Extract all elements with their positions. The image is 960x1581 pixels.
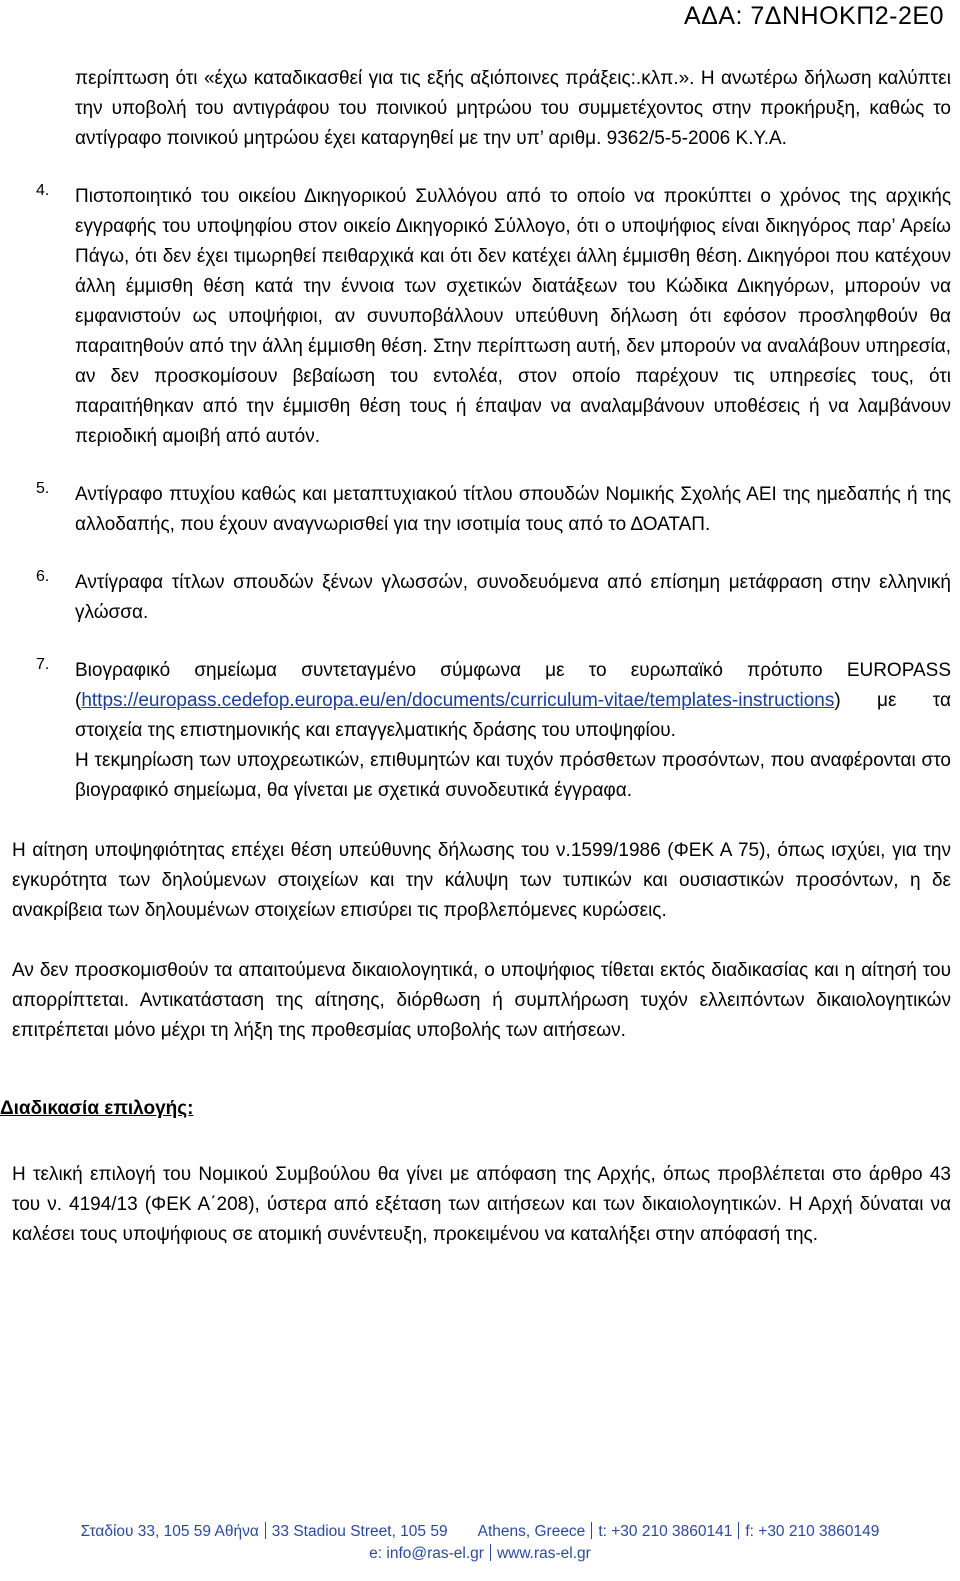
europass-link[interactable]: https://europass.cedefop.europa.eu/en/documents/curriculum-vitae/templates-instructions (81, 690, 835, 711)
list-item-4 (12, 182, 951, 452)
footer-web[interactable]: www.ras-el.gr (496, 1545, 591, 1562)
footer-line-2 (0, 1543, 960, 1565)
list-item-7 (12, 656, 951, 806)
item-number: 6. (36, 568, 50, 585)
page-footer (0, 1521, 960, 1565)
footer-fax: f: +30 210 3860149 (745, 1523, 880, 1540)
footer-separator (591, 1522, 592, 1539)
item-text: Πιστοποιητικό του οικείου Δικηγορικού Συλλόγου από το οποίο να προκύπτει ο χρόνος της αρχικής εγγραφής του υποψηφίου στον οικείο Δικηγορικό Σύλλογο, ότι ο υποψήφιος είναι δικηγόρος παρ’ Αρείω Πάγω, ότι δεν έχει τιμωρηθεί πειθαρχικά και ότι δεν κατέχει άλλη έμμισθη θέση. Δικηγόροι που κατέχουν άλλη έμμισθη θέση κατά την έννοια των σχετικών διατάξεων του Κώδικα Δικηγόρων, μπορούν να εμφανιστούν ως υποψήφιοι, αν συνυποβάλλουν υπεύθυνη δήλωση ότι εφόσον προσληφθούν θα παραιτηθούν από την άλλη έμμισθη θέση. Στην περίπτωση αυτή, δεν μπορούν να αναλάβουν υπηρεσία, αν δεν προσκομίσουν βεβαίωση του εντολέα, στον οποίο παρέχουν τις υπηρεσίες τους, ότι παραιτήθηκαν από την έμμισθη θέση τους ή έπαψαν να αναλαμβάνουν υποθέσεις ή να λαμβάνουν περιοδική αμοιβή από αυτόν. (75, 186, 951, 447)
footer-city: Athens, Greece (477, 1523, 586, 1540)
list-item-6 (12, 568, 951, 628)
item7-note: Η τεκμηρίωση των υποχρεωτικών, επιθυμητών και τυχόν πρόσθετων προσόντων, που αναφέρονται στο βιογραφικό σημείωμα, θα γίνεται με σχετικά συνοδευτικά έγγραφα. (75, 750, 951, 801)
item-text (75, 656, 951, 746)
footer-separator (738, 1522, 739, 1539)
document-body (0, 64, 951, 1250)
selection-paragraph: Η τελική επιλογή του Νομικού Συμβούλου θα γίνει με απόφαση της Αρχής, όπως προβλέπεται στο άρθρο 43 του ν. 4194/13 (ΦΕΚ Α΄208), ύστερα από εξέταση των αιτήσεων και των δικαιολογητικών. Η Αρχή δύναται να καλέσει τους υποψήφιους σε ατομική συνέντευξη, προκειμένου να καταλήξει στην απόφασή της. (12, 1164, 951, 1245)
footer-email[interactable]: e: info@ras-el.gr (369, 1545, 484, 1562)
footer-address-gr: Σταδίου 33, 105 59 Αθήνα (80, 1523, 259, 1540)
footer-address-en: 33 Stadiou Street, 105 59 (271, 1523, 448, 1540)
footer-phone: t: +30 210 3860141 (598, 1523, 733, 1540)
item-number: 5. (36, 480, 50, 497)
rejection-paragraph: Αν δεν προσκομισθούν τα απαιτούμενα δικαιολογητικά, ο υποψήφιος τίθεται εκτός διαδικασίας και η αίτησή του απορρίπτεται. Αντικατάσταση της αίτησης, διόρθωση ή συμπλήρωση τυχόν ελλειπόντων δικαιολογητικών επιτρέπεται μόνο μέχρι τη λήξη της προθεσμίας υποβολής των αιτήσεων. (12, 960, 951, 1041)
intro-paragraph: περίπτωση ότι «έχω καταδικασθεί για τις εξής αξιόποινες πράξεις:.κλπ.». Η ανωτέρω δήλωση καλύπτει την υποβολή του αντιγράφου του ποινικού μητρώου του συμμετέχοντος στην προκήρυξη, καθώς το αντίγραφο ποινικού μητρώου έχει καταργηθεί με την υπ’ αριθμ. 9362/5-5-2006 Κ.Υ.Α. (75, 68, 951, 149)
item7-text-after: ) με τα στοιχεία της επιστημονικής και επαγγελματικής δράσης του υποψηφίου. (75, 690, 951, 741)
footer-separator (490, 1544, 491, 1561)
footer-line-1 (0, 1521, 960, 1543)
item-number: 4. (36, 182, 50, 199)
declaration-paragraph: Η αίτηση υποψηφιότητας επέχει θέση υπεύθυνης δήλωσης του ν.1599/1986 (ΦΕΚ Α 75), όπως ισχύει, για την εγκυρότητα των δηλούμενων στοιχείων και την κάλυψη των τυπικών και ουσιαστικών προσόντων, η δε ανακρίβεια των δηλουμένων στοιχείων επισύρει τις προβλεπόμενες κυρώσεις. (12, 840, 951, 921)
footer-separator (265, 1522, 266, 1539)
item-text: Αντίγραφο πτυχίου καθώς και μεταπτυχιακού τίτλου σπουδών Νομικής Σχολής ΑΕΙ της ημεδαπής ή της αλλοδαπής, που έχουν αναγνωρισθεί για την ισοτιμία τους από το ΔΟΑΤΑΠ. (75, 484, 951, 535)
item7-text-before: Βιογραφικό σημείωμα συντεταγμένο σύμφωνα με το ευρωπαϊκό πρότυπο EUROPASS ( (75, 660, 951, 711)
item-number: 7. (36, 656, 50, 673)
ada-header: ΑΔΑ: 7ΔΝΗΟΚΠ2-2Ε0 (683, 2, 944, 30)
item-text: Αντίγραφα τίτλων σπουδών ξένων γλωσσών, συνοδευόμενα από επίσημη μετάφραση στην ελληνική γλώσσα. (75, 572, 951, 623)
selection-heading: Διαδικασία επιλογής: (0, 1098, 194, 1119)
list-item-5 (12, 480, 951, 540)
